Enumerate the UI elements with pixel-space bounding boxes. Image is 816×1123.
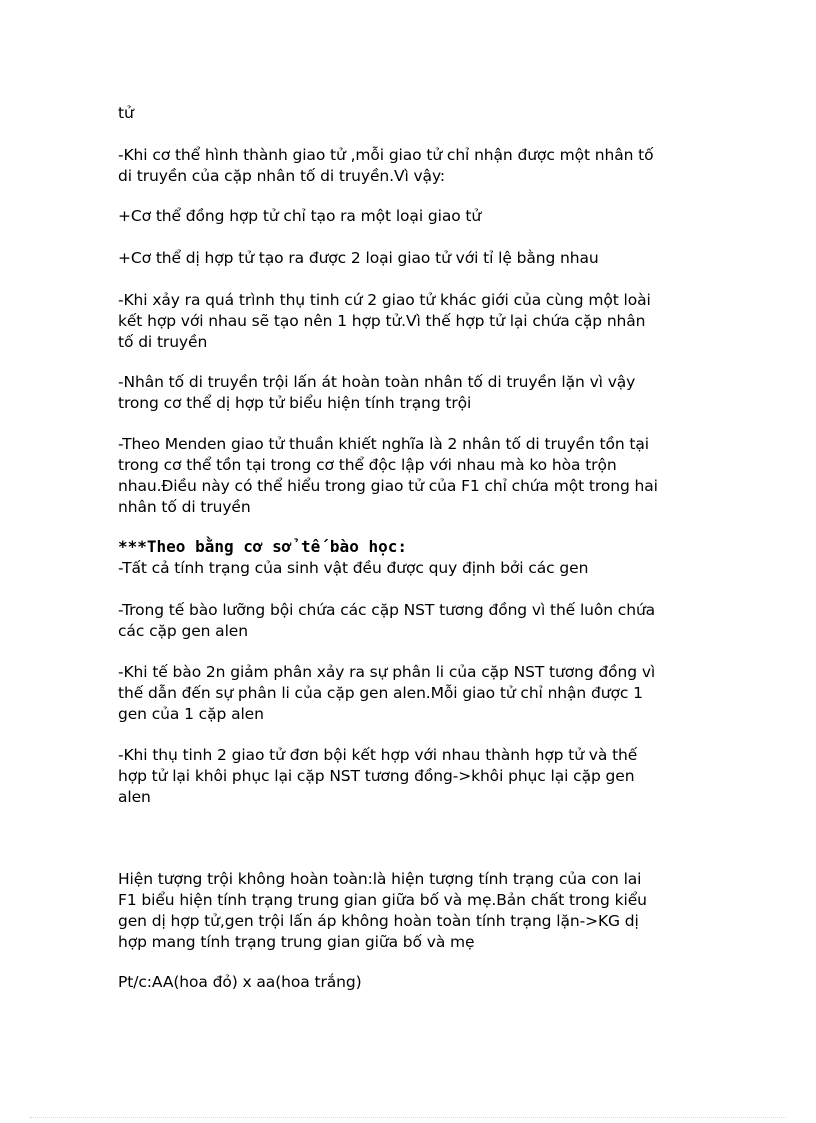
text-line: -Khi cơ thể hình thành giao tử ,mỗi giao tử chỉ nhận được một nhân tố [118,146,654,164]
paragraph-homozygous [118,206,718,227]
paragraph-heterozygous [118,248,718,269]
text-line: alen [118,788,151,806]
paragraph-cross [118,972,718,993]
text-line: -Khi xảy ra quá trình thụ tinh cứ 2 giao tử khác giới của cùng một loài [118,291,651,309]
text-line: +Cơ thể dị hợp tử tạo ra được 2 loại giao tử với tỉ lệ bằng nhau [118,249,599,267]
text-line: +Cơ thể đồng hợp tử chỉ tạo ra một loại giao tử [118,207,482,225]
paragraph-gamete-formation [118,145,718,187]
text-line: Pt/c:AA(hoa đỏ) x aa(hoa trắng) [118,973,362,991]
text-line: di truyền của cặp nhân tố di truyền.Vì vậy: [118,167,446,185]
text-line: hợp mang tính trạng trung gian giữa bố và mẹ [118,933,475,951]
text-line: -Khi tế bào 2n giảm phân xảy ra sự phân li của cặp NST tương đồng vì [118,663,656,681]
text-line: kết hợp với nhau sẽ tạo nên 1 hợp tử.Vì thế hợp tử lại chứa cặp nhân [118,312,646,330]
paragraph-dominance [118,372,718,414]
text-line: Hiện tượng trội không hoàn toàn:là hiện tượng tính trạng của con lai [118,870,642,888]
paragraph-fertilization-restore [118,745,718,808]
text-line: thế dẫn đến sự phân li của cặp gen alen.Mỗi giao tử chỉ nhận được 1 [118,684,643,702]
paragraph-mendel-purity [118,434,718,518]
paragraph-traits-genes [118,558,718,579]
text-line: F1 biểu hiện tính trạng trung gian giữa bố và mẹ.Bản chất trong kiểu [118,891,647,909]
paragraph-fragment [118,103,718,124]
paragraph-meiosis [118,662,718,725]
text-line: -Theo Menden giao tử thuần khiết nghĩa là 2 nhân tố di truyền tồn tại [118,435,649,453]
text-line: tử [118,104,134,122]
text-line: -Khi thụ tinh 2 giao tử đơn bội kết hợp với nhau thành hợp tử và thế [118,746,638,764]
text-line: trong cơ thể dị hợp tử biểu hiện tính trạng trội [118,394,472,412]
paragraph-fertilization [118,290,718,353]
text-line: tố di truyền [118,333,208,351]
text-line: -Tất cả tính trạng của sinh vật đều được quy định bởi các gen [118,559,589,577]
text-line: trong cơ thể tồn tại trong cơ thể độc lập với nhau mà ko hòa trộn [118,456,617,474]
section-heading: ***Theo bằng cơ sở tế bào học: [118,537,407,556]
text-line: -Trong tế bào lưỡng bội chứa các cặp NST tương đồng vì thế luôn chứa [118,601,656,619]
text-line: gen của 1 cặp alen [118,705,264,723]
text-line: hợp tử lại khôi phục lại cặp NST tương đồng->khôi phục lại cặp gen [118,767,635,785]
page-bottom-divider [30,1117,786,1118]
text-line: nhau.Điều này có thể hiểu trong giao tử của F1 chỉ chứa một trong hai [118,477,658,495]
text-line: -Nhân tố di truyền trội lấn át hoàn toàn nhân tố di truyền lặn vì vậy [118,373,636,391]
text-line: các cặp gen alen [118,622,248,640]
paragraph-incomplete-dominance [118,869,718,953]
paragraph-diploid-cells [118,600,718,642]
text-line: gen dị hợp tử,gen trội lấn áp không hoàn toàn tính trạng lặn->KG dị [118,912,639,930]
text-line: nhân tố di truyền [118,498,251,516]
